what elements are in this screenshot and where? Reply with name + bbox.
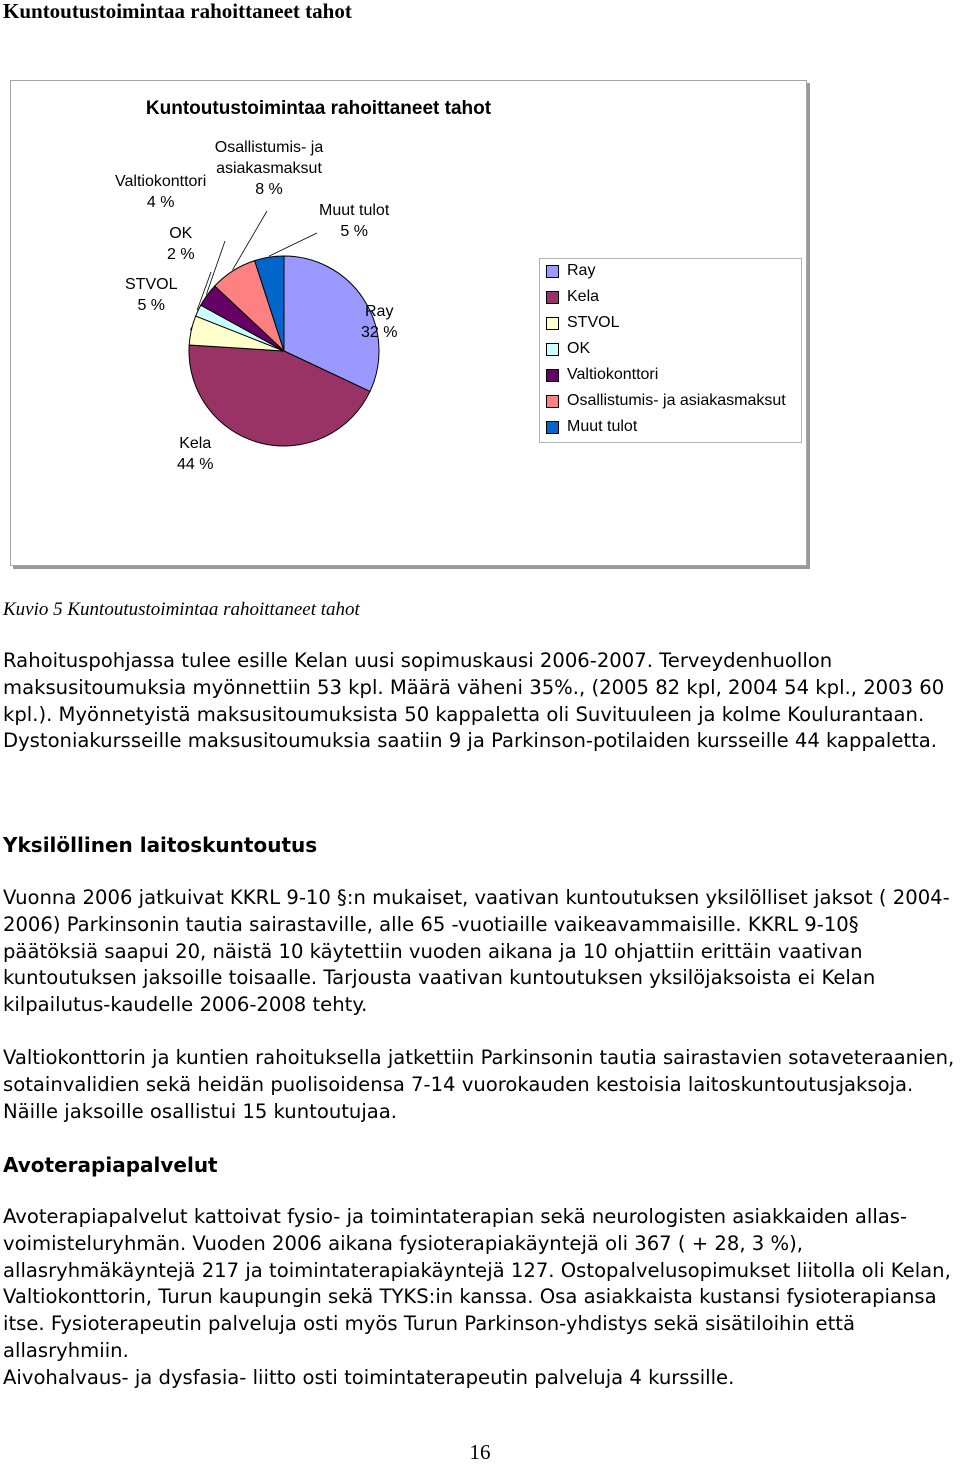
paragraph-avoterapia: Avoterapiapalvelut kattoivat fysio- ja toimintaterapian sekä neurologisten asiakkaiden allas-voimisteluryhmän. Vuoden 2006 aikana fysioterapiakäyntejä oli 367 ( + 28, 3 %), allasryhmäkäyntejä 217 ja toimintaterapiakäyntejä 127. Ostopalvelusopimukset liitolla oli Kelan, Valtiokonttorin, Turun kaupungin sekä TYKS:in kanssa. Osa asiakkaista kustansi fysioterapiansa itse. Fysioterapeutin palveluja osti myös Turun Parkinson-yhdistys sekä sisätiloihin että allasryhmiin. <box>3 1205 951 1362</box>
legend-item-kela: Kela <box>546 285 599 309</box>
legend-swatch <box>546 369 559 382</box>
legend-swatch <box>546 317 559 330</box>
legend-item-stvol: STVOL <box>546 311 619 335</box>
page-heading: Kuntoutustoimintaa rahoittaneet tahot <box>3 0 352 23</box>
pie-slices <box>189 256 379 446</box>
legend-item-ok: OK <box>546 337 590 361</box>
slice-label-muut-tulot: Muut tulot 5 % <box>319 202 390 240</box>
legend-swatch <box>546 395 559 408</box>
pie-chart <box>10 80 807 566</box>
legend-item-valtiokonttori: Valtiokonttori <box>546 363 658 387</box>
legend-swatch <box>546 421 559 434</box>
figure-caption: Kuvio 5 Kuntoutustoimintaa rahoittaneet tahot <box>3 599 360 620</box>
paragraph-valtiokonttori: Valtiokonttorin ja kuntien rahoituksella jatkettiin Parkinsonin tautia sairastavien sotaveteraanien, sotainvalidien sekä heidän puolisoidensa 7-14 vuorokauden kestoisia laitoskuntoutusjaksoja. Näille jaksoille osallistui 15 kuntoutujaa. <box>3 1046 955 1123</box>
legend-swatch <box>546 265 559 278</box>
legend-item-ray: Ray <box>546 259 595 283</box>
slice-label-ray: Ray 32 % <box>361 303 398 341</box>
heading-avoterapia: Avoterapiapalvelut <box>3 1153 218 1177</box>
legend-item-muut-tulot: Muut tulot <box>546 415 637 439</box>
slice-label-ok: OK 2 % <box>167 225 195 263</box>
paragraph-rahoitus: Rahoituspohjassa tulee esille Kelan uusi sopimuskausi 2006-2007. Terveydenhuollon maksusitoumuksia myönnettiin 53 kpl. Määrä väheni 35%., (2005 82 kpl, 2004 54 kpl., 2003 60 kpl.). Myönnetyistä maksusitoumuksista 50 kappaletta oli Suvituuleen ja kolme Koulurantaan. Dystoniakursseille maksusitoumuksia saatiin 9 ja Parkinson-potilaiden kursseille 44 kappaletta. <box>3 649 945 753</box>
legend-swatch <box>546 343 559 356</box>
chart-legend <box>539 258 802 443</box>
chart-title: Kuntoutustoimintaa rahoittaneet tahot <box>145 98 492 119</box>
page-number: 16 <box>469 1440 491 1464</box>
legend-swatch <box>546 291 559 304</box>
paragraph-aivohalvaus: Aivohalvaus- ja dysfasia- liitto osti toimintaterapeutin palveluja 4 kurssille. <box>3 1366 735 1389</box>
paragraph-yksilollinen: Vuonna 2006 jatkuivat KKRL 9-10 §:n mukaiset, vaativan kuntoutuksen yksilölliset jaksot ( 2004-2006) Parkinsonin tautia sairastaville, alle 65 -vuotiaille vaikeavammaisille. KKRL 9-10§ päätöksiä saapui 20, näistä 10 käytettiin vuoden aikana ja 10 ohjattiin erittäin vaativan kuntoutuksen jaksoille toisaalle. Tarjousta vaativan kuntoutuksen yksilöjaksoista ei Kelan kilpailutus-kaudelle 2006-2008 tehty. <box>3 886 950 1017</box>
slice-label-kela: Kela 44 % <box>177 435 214 473</box>
slice-label-stvol: STVOL 5 % <box>125 276 178 314</box>
leader-line-muut-tulot <box>269 233 317 256</box>
slice-label-valtiokonttori: Valtiokonttori 4 % <box>115 173 207 211</box>
heading-yksilollinen: Yksilöllinen laitoskuntoutus <box>3 833 318 857</box>
slice-label-osallistumis: Osallistumis- ja asiakasmaksut 8 % <box>214 139 324 198</box>
legend-item-osallistumis: Osallistumis- ja asiakasmaksut <box>546 389 786 413</box>
